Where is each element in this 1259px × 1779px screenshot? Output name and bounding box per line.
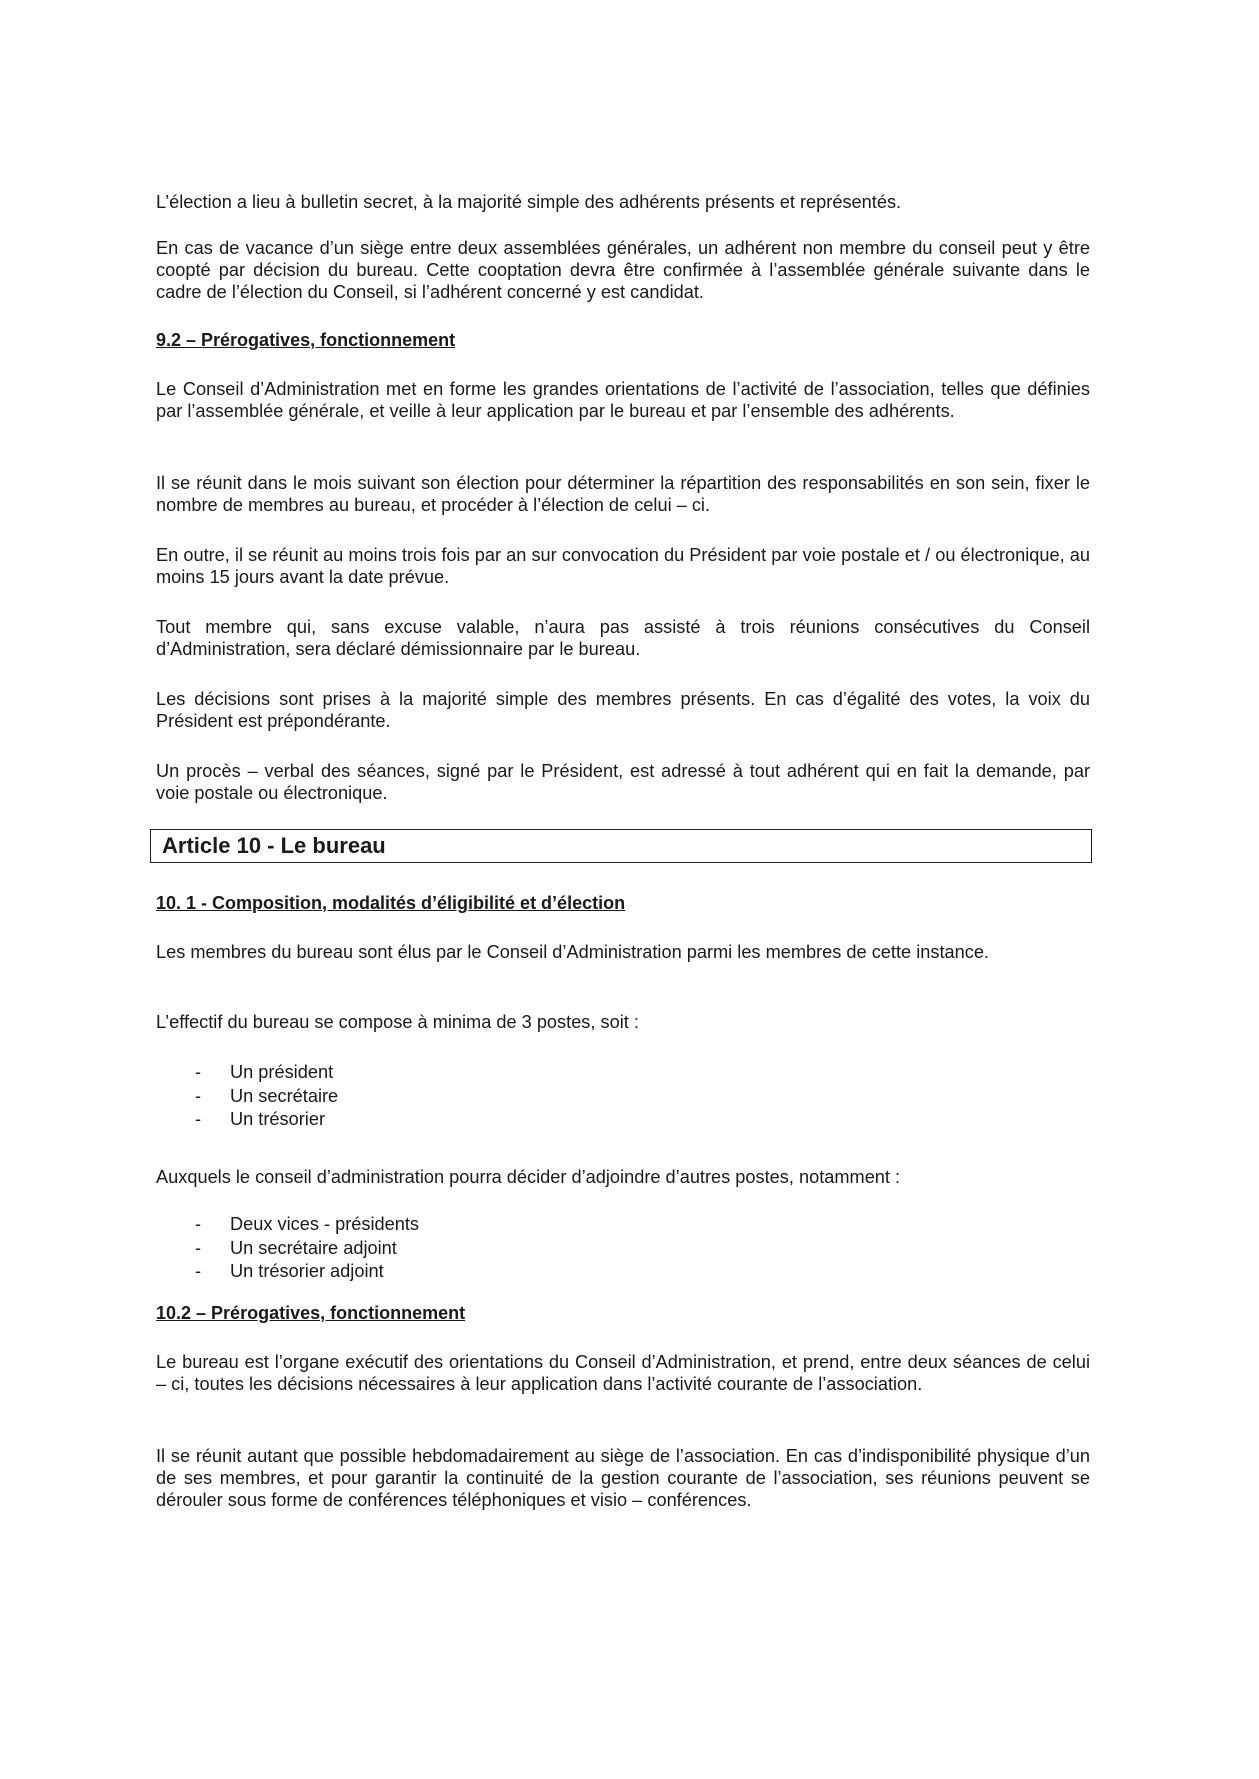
paragraph-9-2-1: Le Conseil d’Administration met en forme les grandes orientations de l’activité de l’association, telles que définies par l’assemblée générale, et veille à leur application par le bureau et par l’ensemble des adhérents. [156,379,1090,421]
list-item: - Un trésorier [195,1109,326,1129]
paragraph-9-2-3: En outre, il se réunit au moins trois fois par an sur convocation du Président par voie postale et / ou électronique, au moins 15 jours avant la date prévue. [156,545,1090,587]
section-heading-10-2: 10.2 – Prérogatives, fonctionnement [156,1303,466,1323]
paragraph-10-1-2: L’effectif du bureau se compose à minima de 3 postes, soit : [156,1012,639,1032]
list-item: - Un président [195,1062,334,1082]
paragraph-10-1-1: Les membres du bureau sont élus par le Conseil d’Administration parmi les membres de cette instance. [156,942,989,962]
paragraph-election: L’élection a lieu à bulletin secret, à la majorité simple des adhérents présents et représentés. [156,192,902,212]
list-item: - Un secrétaire adjoint [195,1237,397,1258]
article-10-title: Article 10 - Le bureau [162,833,386,858]
list-required-posts [156,1061,1090,1132]
list-item: - Un secrétaire [195,1085,339,1106]
paragraph-9-2-6: Un procès – verbal des séances, signé par le Président, est adressé à tout adhérent qui en fait la demande, par voie postale ou électronique. [156,761,1090,803]
paragraph-10-1-3: Auxquels le conseil d’administration pourra décider d’adjoindre d’autres postes, notamment : [156,1167,901,1187]
paragraph-9-2-5: Les décisions sont prises à la majorité simple des membres présents. En cas d’égalité des votes, la voix du Président est prépondérante. [156,689,1090,731]
paragraph-10-2-2: Il se réunit autant que possible hebdomadairement au siège de l’association. En cas d’indisponibilité physique d’un de ses membres, et pour garantir la continuité de la gestion courante de l’association, ses réunions peuvent se dérouler sous forme de conférences téléphoniques et visio – conférences. [156,1446,1090,1510]
paragraph-9-2-4: Tout membre qui, sans excuse valable, n’aura pas assisté à trois réunions consécutives du Conseil d’Administration, sera déclaré démissionnaire par le bureau. [156,617,1090,659]
paragraph-vacance: En cas de vacance d’un siège entre deux assemblées générales, un adhérent non membre du conseil peut y être coopté par décision du bureau. Cette cooptation devra être confirmée à l’assemblée générale suivante dans le cadre de l’élection du Conseil, si l’adhérent concerné y est candidat. [156,238,1090,302]
list-item: - Un trésorier adjoint [195,1261,384,1281]
paragraph-9-2-2: Il se réunit dans le mois suivant son élection pour déterminer la répartition des responsabilités en son sein, fixer le nombre de membres au bureau, et procéder à l’élection de celui – ci. [156,473,1090,515]
section-heading-9-2: 9.2 – Prérogatives, fonctionnement [156,330,456,350]
paragraph-10-2-1: Le bureau est l’organe exécutif des orientations du Conseil d’Administration, et prend, entre deux séances de celui – ci, toutes les décisions nécessaires à leur application dans l’activité courante de l’association. [156,1352,1090,1394]
list-optional-posts [156,1213,1090,1284]
section-heading-10-1: 10. 1 - Composition, modalités d’éligibilité et d’élection [156,893,626,913]
article-10-header-box [150,829,1092,863]
list-item: - Deux vices - présidents [195,1214,420,1234]
